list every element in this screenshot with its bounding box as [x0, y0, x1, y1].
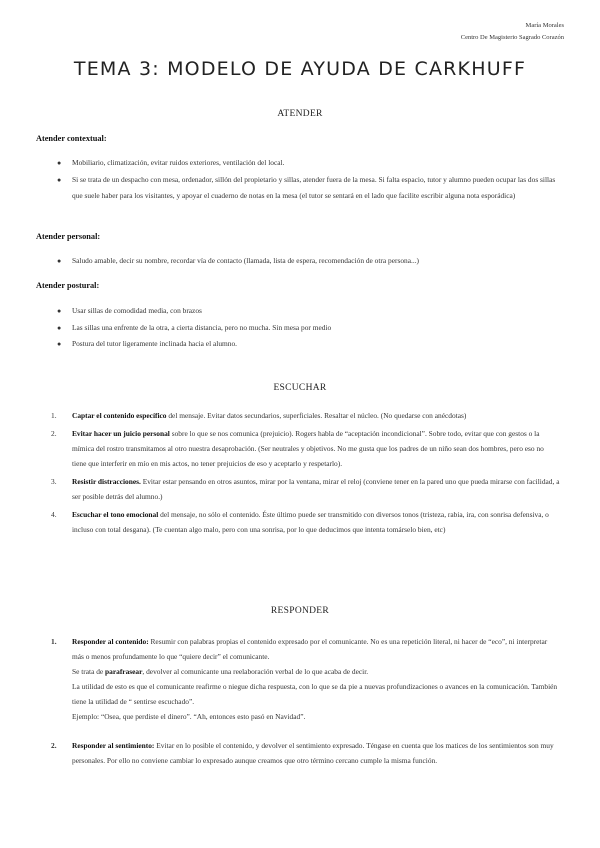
list-item: 2. Evitar hacer un juicio personal sobre lo que se nos comunica (prejuicio). Rogers habla de “aceptación incondicional”. Sobre todo, evitar que con gestos o la mímica del rostro transmitamos al otro nuestra desaprobación. (Ser neutrales y objetivos. No me gusta que los padres de un niño sean dos hombres, pero eso no tiene que interferir en mío en mis actos, no tener prejuicios de eso y aceptarlo y respetarlo). [51, 429, 544, 468]
list-item: ● Saludo amable, decir su nombre, recordar vía de contacto (llamada, lista de espera, recomendación de otra persona...) [0, 253, 600, 270]
subheading-contextual: Atender contextual: [36, 134, 107, 143]
subheading-personal: Atender personal: [36, 232, 101, 241]
list-item: 3. Resistir distracciones. Evitar estar pensando en otros asuntos, mirar por la ventana, mirar el reloj (conviene tener en la pared uno que pueda mirarse con facilidad, a ser posible detrás del alumno.) [51, 477, 560, 501]
subheading-postural: Atender postural: [36, 281, 100, 290]
list-item: ● Mobiliario, climatización, evitar ruidos exteriores, ventilación del local. [0, 155, 600, 172]
bullet-icon: ● [57, 159, 62, 167]
bullet-icon: ● [57, 323, 62, 332]
list-contextual [0, 155, 600, 205]
bullet-icon: ● [57, 340, 62, 348]
bullet-icon: ● [57, 307, 62, 315]
section-heading-escuchar: ESCUCHAR [273, 383, 327, 393]
list-responder-2 [0, 738, 600, 771]
list-item: ● Si se trata de un despacho con mesa, ordenador, sillón del propietario y sillas, atender fuera de la mesa. Si falta espacio, tutor y alumno pueden ocupar las dos sillas que suele haber para los visitantes, y apoyar el cuaderno de notas en la mesa (el tutor se sentará en el lado que facilite escribir alguna nota esporádica) [0, 172, 600, 205]
page-title: TEMA 3: MODELO DE AYUDA DE CARKHUFF [73, 58, 527, 80]
list-item: ● Postura del tutor ligeramente inclinada hacia el alumno. [0, 336, 600, 353]
header-meta [461, 20, 564, 44]
list-escuchar [0, 408, 600, 540]
section-heading-responder: RESPONDER [270, 606, 330, 616]
list-item: 1. Captar el contenido específico del mensaje. Evitar datos secundarios, superficiales. Resaltar el núcleo. (No quedarse con anécdotas) [51, 411, 467, 420]
section-heading-atender: ATENDER [277, 109, 323, 119]
list-item: 1. Responder al contenido: Resumir con palabras propias el contenido expresado por el comunicante. No es una repetición literal, ni hacer de “eco”, ni interpretar más o menos profundamente lo que “quiere decir” el comunicante. Se trata de parafrasear, devolver al comunicante una reelaboración verbal de lo que acaba de decir. La utilidad de esto es que el comunicante reafirme o niegue dicha respuesta, con lo que se da pie a nuevas profundizaciones o avances en la comunicación. También tiene la utilidad de “ sentirse escuchado”. Ejemplo: “Osea, que perdiste el dinero”. “Ah, entonces esto pasó en Navidad”. [51, 637, 558, 721]
list-responder-1 [0, 634, 600, 727]
list-postural [0, 303, 600, 353]
author-name: María Morales [525, 22, 564, 29]
school-name: Centro De Magisterio Sagrado Corazón [460, 34, 564, 41]
list-item: ● Usar sillas de comodidad media, con brazos [0, 303, 600, 320]
bullet-icon: ● [57, 175, 62, 184]
list-item: 2. Responder al sentimiento: Evitar en lo posible el contenido, y devolver el sentimiento expresado. Téngase en cuenta que los matices de los sentimientos son muy personales. Por ello no conviene cambiar lo expresado aunque creamos que otro término cercano cumple la misma función. [51, 741, 554, 765]
list-personal [0, 253, 600, 270]
list-item: ● Las sillas una enfrente de la otra, a cierta distancia, pero no mucha. Sin mesa por medio [0, 320, 600, 337]
bullet-icon: ● [57, 257, 62, 265]
list-item: 4. Escuchar el tono emocional del mensaje, no sólo el contenido. Éste último puede ser transmitido con diversos tonos (tristeza, rabia, ira, con sonrisa defensiva, o incluso con total desgana). (Te cuentan algo malo, pero con una sonrisa, por lo que deducimos que intenta tomárselo bien, etc) [51, 510, 549, 534]
